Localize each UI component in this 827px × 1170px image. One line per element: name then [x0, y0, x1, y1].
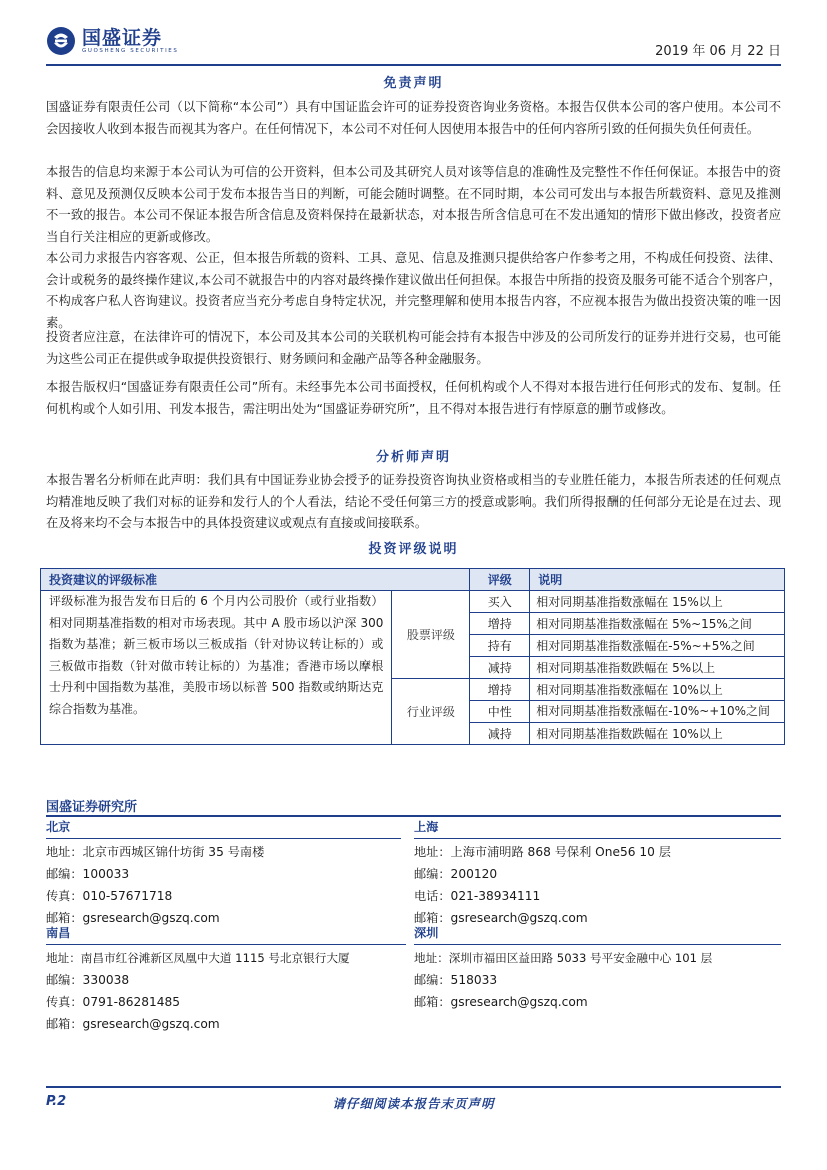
rating-rule: 相对同期基准指数跌幅在 10%以上: [530, 723, 785, 745]
rating-grade: 中性: [470, 701, 530, 723]
rating-rule: 相对同期基准指数涨幅在-10%~+10%之间: [530, 701, 785, 723]
logo-icon: [46, 26, 76, 56]
disclaimer-paragraph-5: 本报告版权归“国盛证券有限责任公司”所有。未经事先本公司书面授权，任何机构或个人不得对本报告进行任何形式的发布、复制。任何机构或个人如引用、刊发本报告，需注明出处为“国盛证券研究所”，且不得对本报告进行有悖原意的删节或修改。: [46, 380, 781, 416]
rating-grade-header: 评级: [470, 569, 530, 591]
rating-rule: 相对同期基准指数涨幅在 15%以上: [530, 591, 785, 613]
city-underline: [46, 838, 401, 839]
office-postcode: 邮编：330038: [46, 973, 130, 987]
rating-grade: 减持: [470, 657, 530, 679]
office-address: 地址：南昌市红谷滩新区凤凰中大道 1115 号北京银行大厦: [46, 951, 350, 965]
footer-notice: 请仔细阅读本报告末页声明: [332, 1096, 495, 1111]
rating-standard-header: 投资建议的评级标准: [41, 569, 470, 591]
analyst-title: 分析师声明: [375, 450, 451, 465]
office-shanghai: [414, 816, 781, 929]
office-email: 邮箱：gsresearch@gszq.com: [46, 911, 220, 925]
rating-grade: 增持: [470, 613, 530, 635]
rating-rule: 相对同期基准指数跌幅在 5%以上: [530, 657, 785, 679]
footer-divider: [46, 1086, 781, 1088]
page-number: P.2: [46, 1094, 67, 1109]
office-nanchang: [46, 922, 406, 1035]
rating-rule: 相对同期基准指数涨幅在 10%以上: [530, 679, 785, 701]
report-date: 2019 年 06 月 22 日: [655, 44, 781, 59]
rating-rule: 相对同期基准指数涨幅在-5%~+5%之间: [530, 635, 785, 657]
rating-grade: 持有: [470, 635, 530, 657]
disclaimer-paragraph-3: 本公司力求报告内容客观、公正，但本报告所载的资料、工具、意见、信息及推测只提供给客户作参考之用，不构成任何投资、法律、会计或税务的最终操作建议,本公司不就报告中的内容对最终操作建议做出任何担保。本报告中所指的投资及服务可能不适合个别客户，不构成客户私人咨询建议。投资者应当充分考虑自身特定状况，并完整理解和使用本报告内容，不应视本报告为做出投资决策的唯一因素。: [46, 251, 781, 330]
office-address: 地址：北京市西城区锦什坊街 35 号南楼: [46, 845, 265, 859]
office-beijing: [46, 816, 401, 929]
company-logo: [46, 26, 178, 56]
office-fax: 传真：010-57671718: [46, 889, 173, 903]
rating-grade: 买入: [470, 591, 530, 613]
disclaimer-paragraph-2: 本报告的信息均来源于本公司认为可信的公开资料，但本公司及其研究人员对该等信息的准确性及完整性不作任何保证。本报告中的资料、意见及预测仅反映本公司于发布本报告当日的判断，可能会随时调整。在不同时期，本公司可发出与本报告所载资料、意见及推测不一致的报告。本公司不保证本报告所含信息及资料保持在最新状态，对本报告所含信息可在不发出通知的情形下做出修改，投资者应当自行关注相应的更新或修改。: [46, 165, 781, 244]
rating-table-header: [41, 569, 785, 591]
office-postcode: 邮编：200120: [414, 867, 498, 881]
office-city: 北京: [46, 820, 71, 834]
rating-desc-header: 说明: [530, 569, 785, 591]
office-phone: 电话：021-38934111: [414, 889, 541, 903]
office-shenzhen: [414, 922, 781, 1013]
logo-english-name: GUOSHENG SECURITIES: [82, 47, 179, 54]
analyst-statement: 本报告署名分析师在此声明：我们具有中国证券业协会授予的证券投资咨询执业资格或相当的专业胜任能力，本报告所表述的任何观点均精准地反映了我们对标的证券和发行人的个人看法，结论不受任何第三方的授意或影响。我们所得报酬的任何部分无论是在过去、现在及将来均不会与本报告中的具体投资建议或观点有直接或间接联系。: [46, 473, 781, 531]
disclaimer-paragraph-1: 国盛证券有限责任公司（以下简称“本公司”）具有中国证监会许可的证券投资咨询业务资格。本报告仅供本公司的客户使用。本公司不会因接收人收到本报告而视其为客户。在任何情况下，本公司不对任何人因使用本报告中的任何内容所引致的任何损失负任何责任。: [46, 100, 781, 136]
disclaimer-title: 免责声明: [383, 76, 444, 91]
office-address: 地址：深圳市福田区益田路 5033 号平安金融中心 101 层: [414, 951, 713, 965]
office-city: 深圳: [414, 926, 439, 940]
office-fax: 传真：0791-86281485: [46, 995, 181, 1009]
rating-grade: 增持: [470, 679, 530, 701]
rating-table: [40, 568, 785, 745]
office-email: 邮箱：gsresearch@gszq.com: [46, 1017, 220, 1031]
page-header: [46, 24, 781, 64]
logo-chinese-name: 国盛证券: [82, 26, 163, 49]
header-divider: [46, 64, 781, 66]
table-row: [41, 591, 785, 613]
disclaimer-paragraph-4: 投资者应注意，在法律许可的情况下，本公司及其本公司的关联机构可能会持有本报告中涉及的公司所发行的证券并进行交易，也可能为这些公司正在提供或争取提供投资银行、财务顾问和金融产品等各种金融服务。: [46, 330, 781, 366]
city-underline: [414, 944, 781, 945]
city-underline: [414, 838, 781, 839]
rating-title: 投资评级说明: [368, 542, 459, 557]
office-city: 上海: [414, 820, 439, 834]
office-address: 地址：上海市浦明路 868 号保利 One56 10 层: [414, 845, 671, 859]
rating-grade: 减持: [470, 723, 530, 745]
rating-standard-text: 评级标准为报告发布日后的 6 个月内公司股价（或行业指数）相对同期基准指数的相对市场表现。其中 A 股市场以沪深 300 指数为基准；新三板市场以三板成指（针对协议转让标的）或三板做市指数（针对做市转让标的）为基准；香港市场以摩根士丹利中国指数为基准，美股市场以标普 500 指数或纳斯达克综合指数为基准。: [41, 591, 392, 745]
office-email: 邮箱：gsresearch@gszq.com: [414, 911, 588, 925]
industry-rating-label: 行业评级: [392, 679, 470, 745]
research-institute-title: 国盛证券研究所: [46, 800, 138, 815]
office-email: 邮箱：gsresearch@gszq.com: [414, 995, 588, 1009]
stock-rating-label: 股票评级: [392, 591, 470, 679]
office-city: 南昌: [46, 926, 71, 940]
rating-rule: 相对同期基准指数涨幅在 5%~15%之间: [530, 613, 785, 635]
office-postcode: 邮编：100033: [46, 867, 130, 881]
city-underline: [46, 944, 406, 945]
office-postcode: 邮编：518033: [414, 973, 498, 987]
